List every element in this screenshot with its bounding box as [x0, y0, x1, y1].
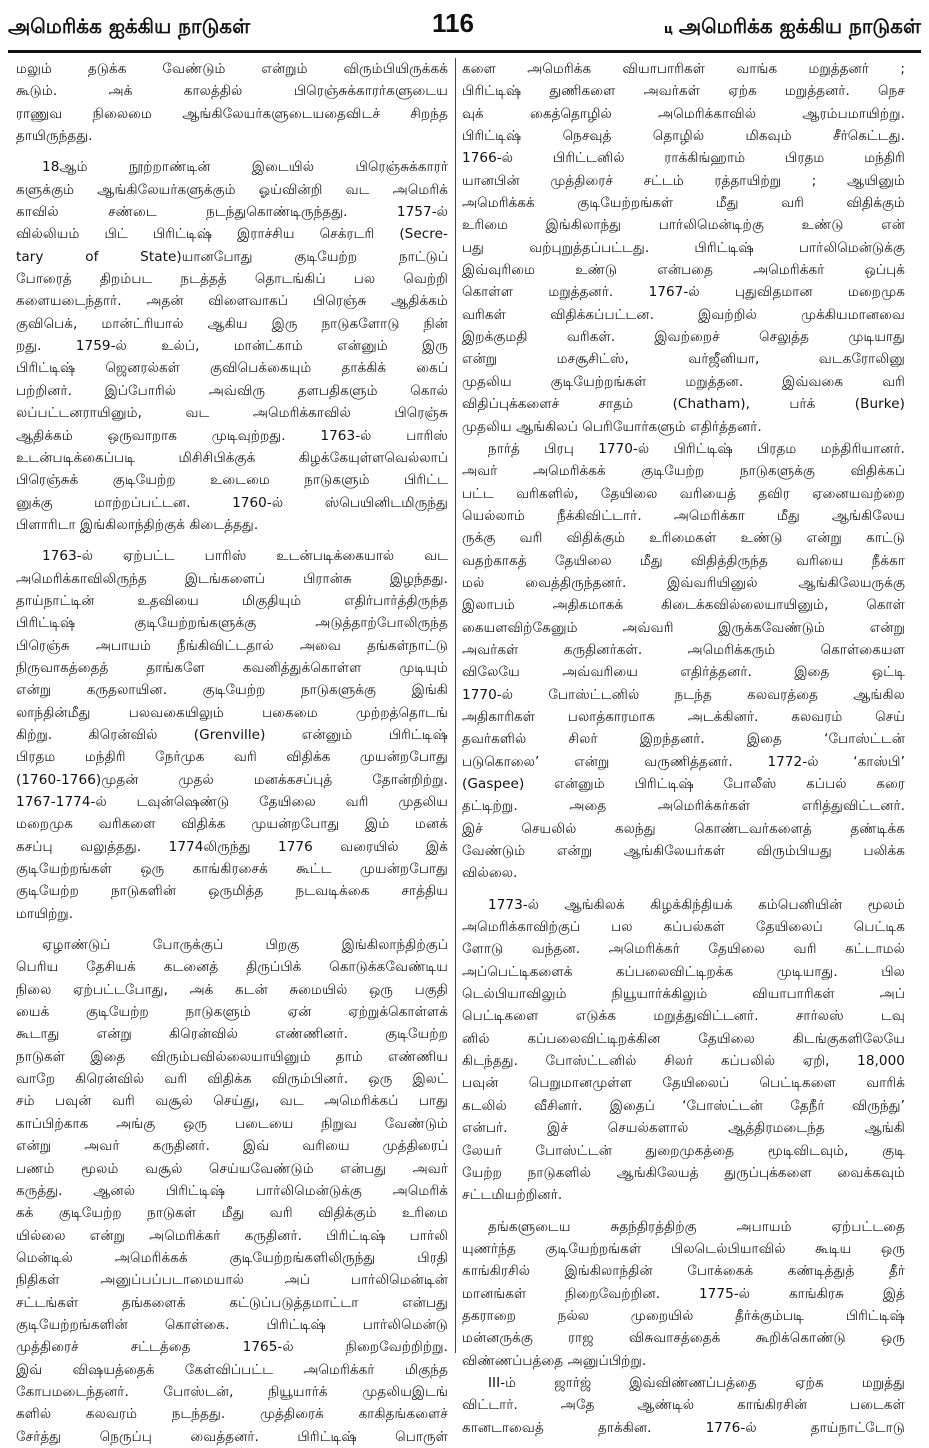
text-line: கொள்ள மறுத்தனர். 1767-ல் புதுவிதமான மறைமுக [462, 284, 905, 301]
text-line: காங்கிரசில் இங்கிலாந்தின் போக்கைக் கண்டித்துத் தீர் [462, 1263, 905, 1280]
text-line: என்று அவர் கருதினர். இவ் வரியை முத்திரைப் [16, 1138, 448, 1155]
text-line: அவர் அமெரிக்கக் குடியேற்ற நாடுகளுக்கு விதிக்கப் [462, 463, 905, 480]
text-line: ஏழாண்டுப் போருக்குப் பிறகு இங்கிலாந்திற்குப் [42, 937, 448, 954]
text-line: விண்ணப்பத்தை அனுப்பிற்று. [462, 1352, 647, 1369]
text-line: பிரதம மந்திரி நேர்முக வரி விதிக்க முயன்றபோது [16, 749, 448, 766]
text-line: நார்த் பிரபு 1770-ல் பிரிட்டிஷ் பிரதம மந்திரியானர். [488, 440, 905, 457]
text-line: அவர்கள் கருதினர்கள். அமெரிக்கரும் கொள்கையள [462, 641, 905, 658]
text-line: கூடும். அக் காலத்தில் பிரெஞ்சுக்காரர்களுடைய [16, 83, 448, 100]
text-line: மறைமுக வரிகளை விதிக்க முயன்றபோது இம் மனக் [16, 816, 448, 833]
text-line: காவில் சண்டை நடந்துகொண்டிருந்தது. 1757-ல் [16, 204, 448, 221]
page-header [8, 6, 921, 46]
text-line: பிளாரிடா இங்கிலாந்திற்குக் கிடைத்தது. [16, 516, 259, 533]
text-line: குடியேற்றங்களின் கொள்கை. பிரிட்டிஷ் பார்லிமென்டு [16, 1316, 448, 1333]
text-line: களில் கலவரம் நடந்தது. முத்திரைக் காகிதங்களைச் [16, 1406, 448, 1423]
header-rule [8, 50, 921, 53]
text-line: படுகொலை’ என்று வருணித்தனர். 1772-ல் ‘காஸ்பி’ [462, 753, 905, 770]
text-line: (1760-1766)முதன் முதல் மனக்கசப்புத் தோன்றிற்று. [16, 771, 448, 788]
text-line: கிடந்தது. போஸ்ட்டனில் சிலர் கப்பலில் ஏறி, 18,000 [462, 1053, 905, 1070]
text-line: இலாபம் அதிகமாகக் கிடைக்கவில்லையாயினும், கொள் [462, 597, 905, 614]
margin-mark: ц [663, 22, 673, 36]
text-line: றது. 1759-ல் உல்ப், மான்ட்காம் என்னும் இரு [16, 338, 448, 355]
text-line: தகராறை நல்ல முறையில் தீர்க்கும்படி பிரிட்டிஷ் [462, 1307, 905, 1324]
text-line: பிரிட்டிஷ் துணிகளை அவர்கள் ஏற்க மறுத்தனர். நெச [462, 83, 905, 100]
text-line: கருத்து. ஆனல் பிரிட்டிஷ் பார்லிமென்டுக்கு அமெரிக் [16, 1182, 448, 1199]
text-line: பிரெஞ்சுக் குடியேற்ற உடைமை நாடுகளும் பிரிட்ட [16, 472, 448, 489]
text-line: டெல்பியாவிலும் நியூயார்க்கிலும் வியாபாரிகள் அப் [462, 986, 905, 1003]
text-line: யெல்லாம் நீக்கிவிட்டார். அமெரிக்கா மீது ஆங்கிலேய [462, 507, 905, 524]
text-line: உடன்படிக்கைப்படி மிசிசிபிக்குக் கிழக்கேயுள்ளவெல்லாப் [16, 449, 448, 466]
text-line: இறக்குமதி வரிகள். இவற்றைச் செலுத்த முடியாது [462, 329, 905, 346]
text-line: பணம் மூலம் வசூல் செய்யவேண்டும் என்பது அவர் [16, 1160, 448, 1177]
text-line: கூடாது என்று கிரென்வில் எண்ணினர். குடியேற்ற [16, 1026, 448, 1043]
text-line: தாய்நாட்டின் உதவியை மிகுதியும் எதிர்பார்த்திருந்த [16, 592, 448, 609]
text-line: மென்டில் அமெரிக்கக் குடியேற்றங்களிலிருந்து பிரதி [16, 1249, 448, 1266]
text-line: மன்னருக்கு ராஜ விசுவாசத்தைக் கூறிக்கொண்டு ஒரு [462, 1330, 905, 1347]
text-line: அமெரிக்காவிற்குப் பல கப்பல்கள் தேயிலைப் பெட்டிக [462, 919, 905, 936]
text-line: அப்பெட்டிகளைக் கப்பலைவிட்டிறக்க முடியாது. பில [462, 963, 905, 980]
text-line: குவிபெக், மான்ட்ரியால் ஆகிய இரு நாடுகளோடு நின் [16, 315, 448, 332]
text-line: பெரிய தேசியக் கடனைத் திருப்பிக் கொடுக்கவேண்டிய [16, 959, 448, 976]
text-line: விட்டார். அதே ஆண்டில் காங்கிரசின் படைகள் [462, 1397, 905, 1414]
text-line: னில் கப்பலைவிட்டிறக்கின தேயிலை கிடங்குகளிலேயே [462, 1030, 905, 1047]
text-line: நிருவாகத்தைத் தாங்களே கவனித்துக்கொள்ள முடியும் [16, 659, 448, 676]
column-divider [455, 58, 456, 1353]
text-line: தங்களுடைய சுதந்திரத்திற்கு அபாயம் ஏற்பட்டதை [488, 1218, 905, 1235]
text-line: 1773-ல் ஆங்கிலக் கிழக்கிந்தியக் கம்பெனியின் மூலம் [488, 896, 905, 913]
text-line: சம் பவுன் வரி வசூல் செய்து, வட அமெரிக்கப் பாது [16, 1093, 448, 1110]
text-line: என்று கருதலாயின. குடியேற்ற நாடுகளுக்கு இங்கி [16, 682, 448, 699]
text-line: குடியேற்ற நாடுகளின் ஒருமித்த நடவடிக்கை சாத்திய [16, 883, 448, 900]
text-line: அமெரிக்காவிலிருந்த இடங்களைப் பிரான்சு இழந்தது. [16, 570, 448, 587]
text-line: முதலிய குடியேற்றங்கள் மறுத்தன. இவ்வகை வரி [462, 373, 905, 390]
text-line: கையளவிற்கேனும் அவ்வரி இருக்கவேண்டும் என்று [462, 619, 905, 636]
running-title-right-text: அமெரிக்க ஐக்கிய நாடுகள் [678, 14, 921, 38]
text-line: லப்பட்டனராயினும், வட அமெரிக்காவில் பிரெஞ்சு [16, 405, 448, 422]
text-line: பது வற்புறுத்தப்பட்டது. பிரிட்டிஷ் பார்லிமென்டுக்கு [462, 239, 905, 256]
text-line: களையடைந்தார். அதன் விளைவாகப் பிரெஞ்சு ஆதிக்கம் [16, 293, 448, 310]
text-line: யுணர்ந்த குடியேற்றங்கள் பிலடெல்பியாவில் கூடிய ஒரு [462, 1240, 905, 1257]
running-title-left: அமெரிக்க ஐக்கிய நாடுகள் [8, 14, 251, 38]
text-line: அதிகாரிகள் பலாத்காரமாக அடக்கினர். கலவரம் செய் [462, 708, 905, 725]
text-line: வரிகள் விதிக்கப்பட்டன. இவற்றில் முக்கியமானவை [462, 306, 905, 323]
text-line: 18ஆம் நூற்றாண்டின் இடையில் பிரெஞ்சுக்காரர் [42, 159, 448, 176]
text-line: இச் செயலில் கலந்து கொண்டவர்களைத் தண்டிக்க [462, 820, 905, 837]
text-line: இவ் விஷயத்தைக் கேள்விப்பட்ட அமெரிக்கர் மிகுந்த [16, 1361, 448, 1378]
text-line: மானங்கள் நிறைவேற்றின. 1775-ல் காங்கிரசு இத் [462, 1285, 905, 1302]
text-line: னுக்கு மாற்றப்பட்டன. 1760-ல் ஸ்பெயினிடமிருந்து [16, 494, 448, 511]
text-line: வேண்டும் என்று ஆங்கிலேயர்கள் விரும்பியது பலிக்க [462, 843, 905, 860]
text-line: III-ம் ஜார்ஜ் இவ்விண்ணப்பத்தை ஏற்க மறுத்து [488, 1374, 905, 1391]
text-line: நிதிகள் அனுப்பப்படாமையால் அப் பார்லிமென்டின் [16, 1272, 448, 1289]
text-line: யில்லை என்று அமெரிக்கர் கருதினர். பிரிட்டிஷ் பார்லி [16, 1227, 448, 1244]
text-line: ருக்கு வரி விதிக்கும் உரிமைகள் உண்டு என்று காட்டு [462, 530, 905, 547]
text-line: வாறே கிரென்வில் வரி விதிக்க விரும்பினர். ஒரு இலட் [16, 1071, 448, 1088]
text-line: சட்டங்கள் தங்களைக் கட்டுப்படுத்தமாட்டா என்பது [16, 1294, 448, 1311]
text-line: விலேயே அவ்வரியை எதிர்த்தனர். இதை ஒட்டி [462, 664, 905, 681]
text-line: யானபின் முத்திரைச் சட்டம் ரத்தாயிற்று ; ஆயினும் [462, 172, 905, 189]
text-line: 1763-ல் ஏற்பட்ட பாரிஸ் உடன்படிக்கையால் வட [42, 548, 448, 565]
text-line: களை அமெரிக்க வியாபாரிகள் வாங்க மறுத்தனர் ; [462, 61, 905, 77]
text-line: விதிப்புக்களைச் சாதம் (Chatham), பர்க் (Burke) [462, 396, 905, 413]
text-line: இவ்வுரிமை உண்டு என்பதை அமெரிக்கர் ஒப்புக் [462, 262, 905, 279]
text-line: பிரெஞ்சு அபாயம் நீங்கிவிட்டதால் அவை தங்கள்நாட்டு [16, 637, 448, 654]
text-line: சட்டமியற்றினர். [462, 1187, 563, 1204]
text-line: 1770-ல் போஸ்ட்டனில் நடந்த கலவரத்தை ஆங்கில [462, 686, 905, 703]
text-line: தட்டிற்று. அதை அமெரிக்கர்கள் எரித்துவிட்டனர். [462, 798, 905, 815]
text-line: யைக் குடியேற்ற நாடுகளும் ஏன் ஏற்றுக்கொள்ளக் [16, 1004, 448, 1021]
text-line: மல் வைத்திருந்தனர். இவ்வரியினுல் ஆங்கிலேயருக்கு [462, 574, 905, 591]
text-line: என்பர். இச் செயல்களால் ஆத்திரமடைந்த ஆங்கி [462, 1120, 905, 1137]
text-line: நாடுகள் இதை விரும்பவில்லையாயினும் தாம் எண்ணிய [16, 1048, 448, 1065]
text-line: காப்பிற்காக அங்கு ஒரு படையை நிறுவ வேண்டும் [16, 1115, 448, 1132]
text-line: வில்லை. [462, 865, 518, 882]
text-line: வுக் கைத்தொழில் அமெரிக்காவில் ஆரம்பமாயிற்று. [462, 105, 905, 122]
text-line: லேயர் போஸ்ட்டன் துறைமுகத்தை மூடிவிடவும், குடி [462, 1142, 905, 1159]
text-line: பற்றினர். இப்போரில் அவ்விரு தளபதிகளும் கொல் [16, 382, 448, 399]
text-line: பிரிட்டிஷ் நெசவுத் தொழில் மிகவும் சீர்கெட்டது. [462, 128, 905, 145]
text-line: 1767-1774-ல் டவுன்ஷெண்டு தேயிலை வரி முதலிய [16, 794, 448, 810]
text-line: லாந்தின்மீது பலவகையிலும் பகைமை முற்றத்தொடங் [16, 704, 448, 721]
text-line: நிலை ஏற்பட்டபோது, அக் கடன் சுமையில் ஒரு பகுதி [16, 981, 448, 998]
text-line: தவர்களில் சிலர் இறந்தனர். இதை ‘போஸ்ட்டன் [462, 731, 905, 748]
text-line: உரிமை இங்கிலாந்து பார்லிமென்டிற்கு உண்டு என் [462, 217, 905, 234]
text-line: பட்ட வரிகளில், தேயிலை வரியைத் தவிர ஏனையவற்றை [462, 485, 905, 502]
text-line: பெட்டிகளை எடுக்க மறுத்துவிட்டனர். சார்லஸ் டவு [462, 1008, 905, 1025]
text-line: பவுன் பெறுமானமுள்ள தேயிலைப் பெட்டிகளை வாரிக் [462, 1075, 905, 1092]
text-line: தாயிருந்தது. [16, 128, 93, 145]
text-line: 1766-ல் பிரிட்டனில் ராக்கிங்ஹாம் பிரதம மந்திரி [462, 150, 905, 167]
text-line: tary of State)யானபோது குடியேற்ற நாட்டுப் [16, 248, 448, 265]
text-line: முதலிய ஆங்கிலப் பெரியோர்களும் எதிர்த்தனர். [462, 418, 762, 435]
text-line: ஆதிக்கம் ஒருவாறாக முடிவுற்றது. 1763-ல் பாரிஸ் [16, 427, 448, 444]
text-line: (Gaspee) என்னும் பிரிட்டிஷ் போலீஸ் கப்பல் கரை [462, 776, 905, 792]
right-column [462, 58, 905, 1439]
text-line: அமெரிக்கக் குடியேற்றங்கள் மீது வரி விதிக்கும் [462, 195, 905, 212]
text-line: கசப்பு வலுத்தது. 1774லிருந்து 1776 வரையில் இக் [16, 838, 448, 855]
text-line: மாயிற்று. [16, 905, 74, 922]
text-line: என்று மசசூசிட்ஸ், வர்ஜீனியா, வடகரோலினு [462, 351, 905, 368]
running-title-right [664, 14, 921, 41]
text-line: களுக்கும் ஆங்கிலேயர்களுக்கும் ஓய்வின்றி வட அமெரிக் [16, 181, 448, 198]
text-line: மலும் தடுக்க வேண்டும் என்றும் விரும்பியிருக்கக் [16, 61, 448, 77]
text-line: வதற்காகத் தேயிலை மீது விதித்திருந்த வரியை நீக்கா [462, 552, 905, 569]
text-line: பிரிட்டிஷ் குடியேற்றங்களுக்கு அடுத்தாற்போலிருந்த [16, 615, 448, 632]
text-line: கடலில் வீசினர். இதைப் ‘போஸ்ட்டன் தேநீர் விருந்து’ [462, 1097, 905, 1114]
text-line: சேர்த்து நெருப்பு வைத்தனர். பிரிட்டிஷ் பொருள் [16, 1428, 448, 1445]
text-line: போரைத் திறம்பட நடத்தத் தொடங்கிப் பல வெற்றி [16, 271, 448, 288]
text-line: பிரிட்டிஷ் ஜெனரல்கள் குவிபெக்கையும் தாக்கிக் கைப் [16, 360, 448, 377]
text-line: ராணுவ நிலைமை ஆங்கிலேயர்களுடையதைவிடச் சிறந்த [16, 105, 448, 122]
text-line: முத்திரைச் சட்டத்தை 1765-ல் நிறைவேற்றிற்று. [16, 1339, 448, 1356]
text-line: கானடாவைத் தாக்கின. 1776-ல் தாய்நாட்டோடு [462, 1419, 905, 1436]
text-line: ளோடு வந்தன. அமெரிக்கர் தேயிலை வரி கட்டாமல் [462, 941, 905, 958]
text-line: கக் குடியேற்ற நாடுகள் மீது வரி விதிக்கும் உரிமை [16, 1205, 448, 1222]
text-line: வில்லியம் பிட் பிரிட்டிஷ் இராச்சிய செக்ரடரி (Secre- [16, 226, 448, 243]
left-column [16, 58, 448, 1448]
text-line: கோபமடைந்தனர். போஸ்டன், நியூயார்க் முதலியஇடங் [16, 1383, 448, 1400]
text-line: யேற்ற நாடுகளில் ஆங்கிலேயத் துருப்புக்களை வைக்கவும் [462, 1164, 905, 1181]
text-line: குடியேற்றங்கள் ஒரு காங்கிரசைக் கூட்ட முயன்றபோது [16, 861, 448, 878]
page-number: 116 [432, 8, 474, 38]
text-line: கிற்று. கிரென்வில் (Grenville) என்னும் பிரிட்டிஷ் [16, 726, 448, 743]
